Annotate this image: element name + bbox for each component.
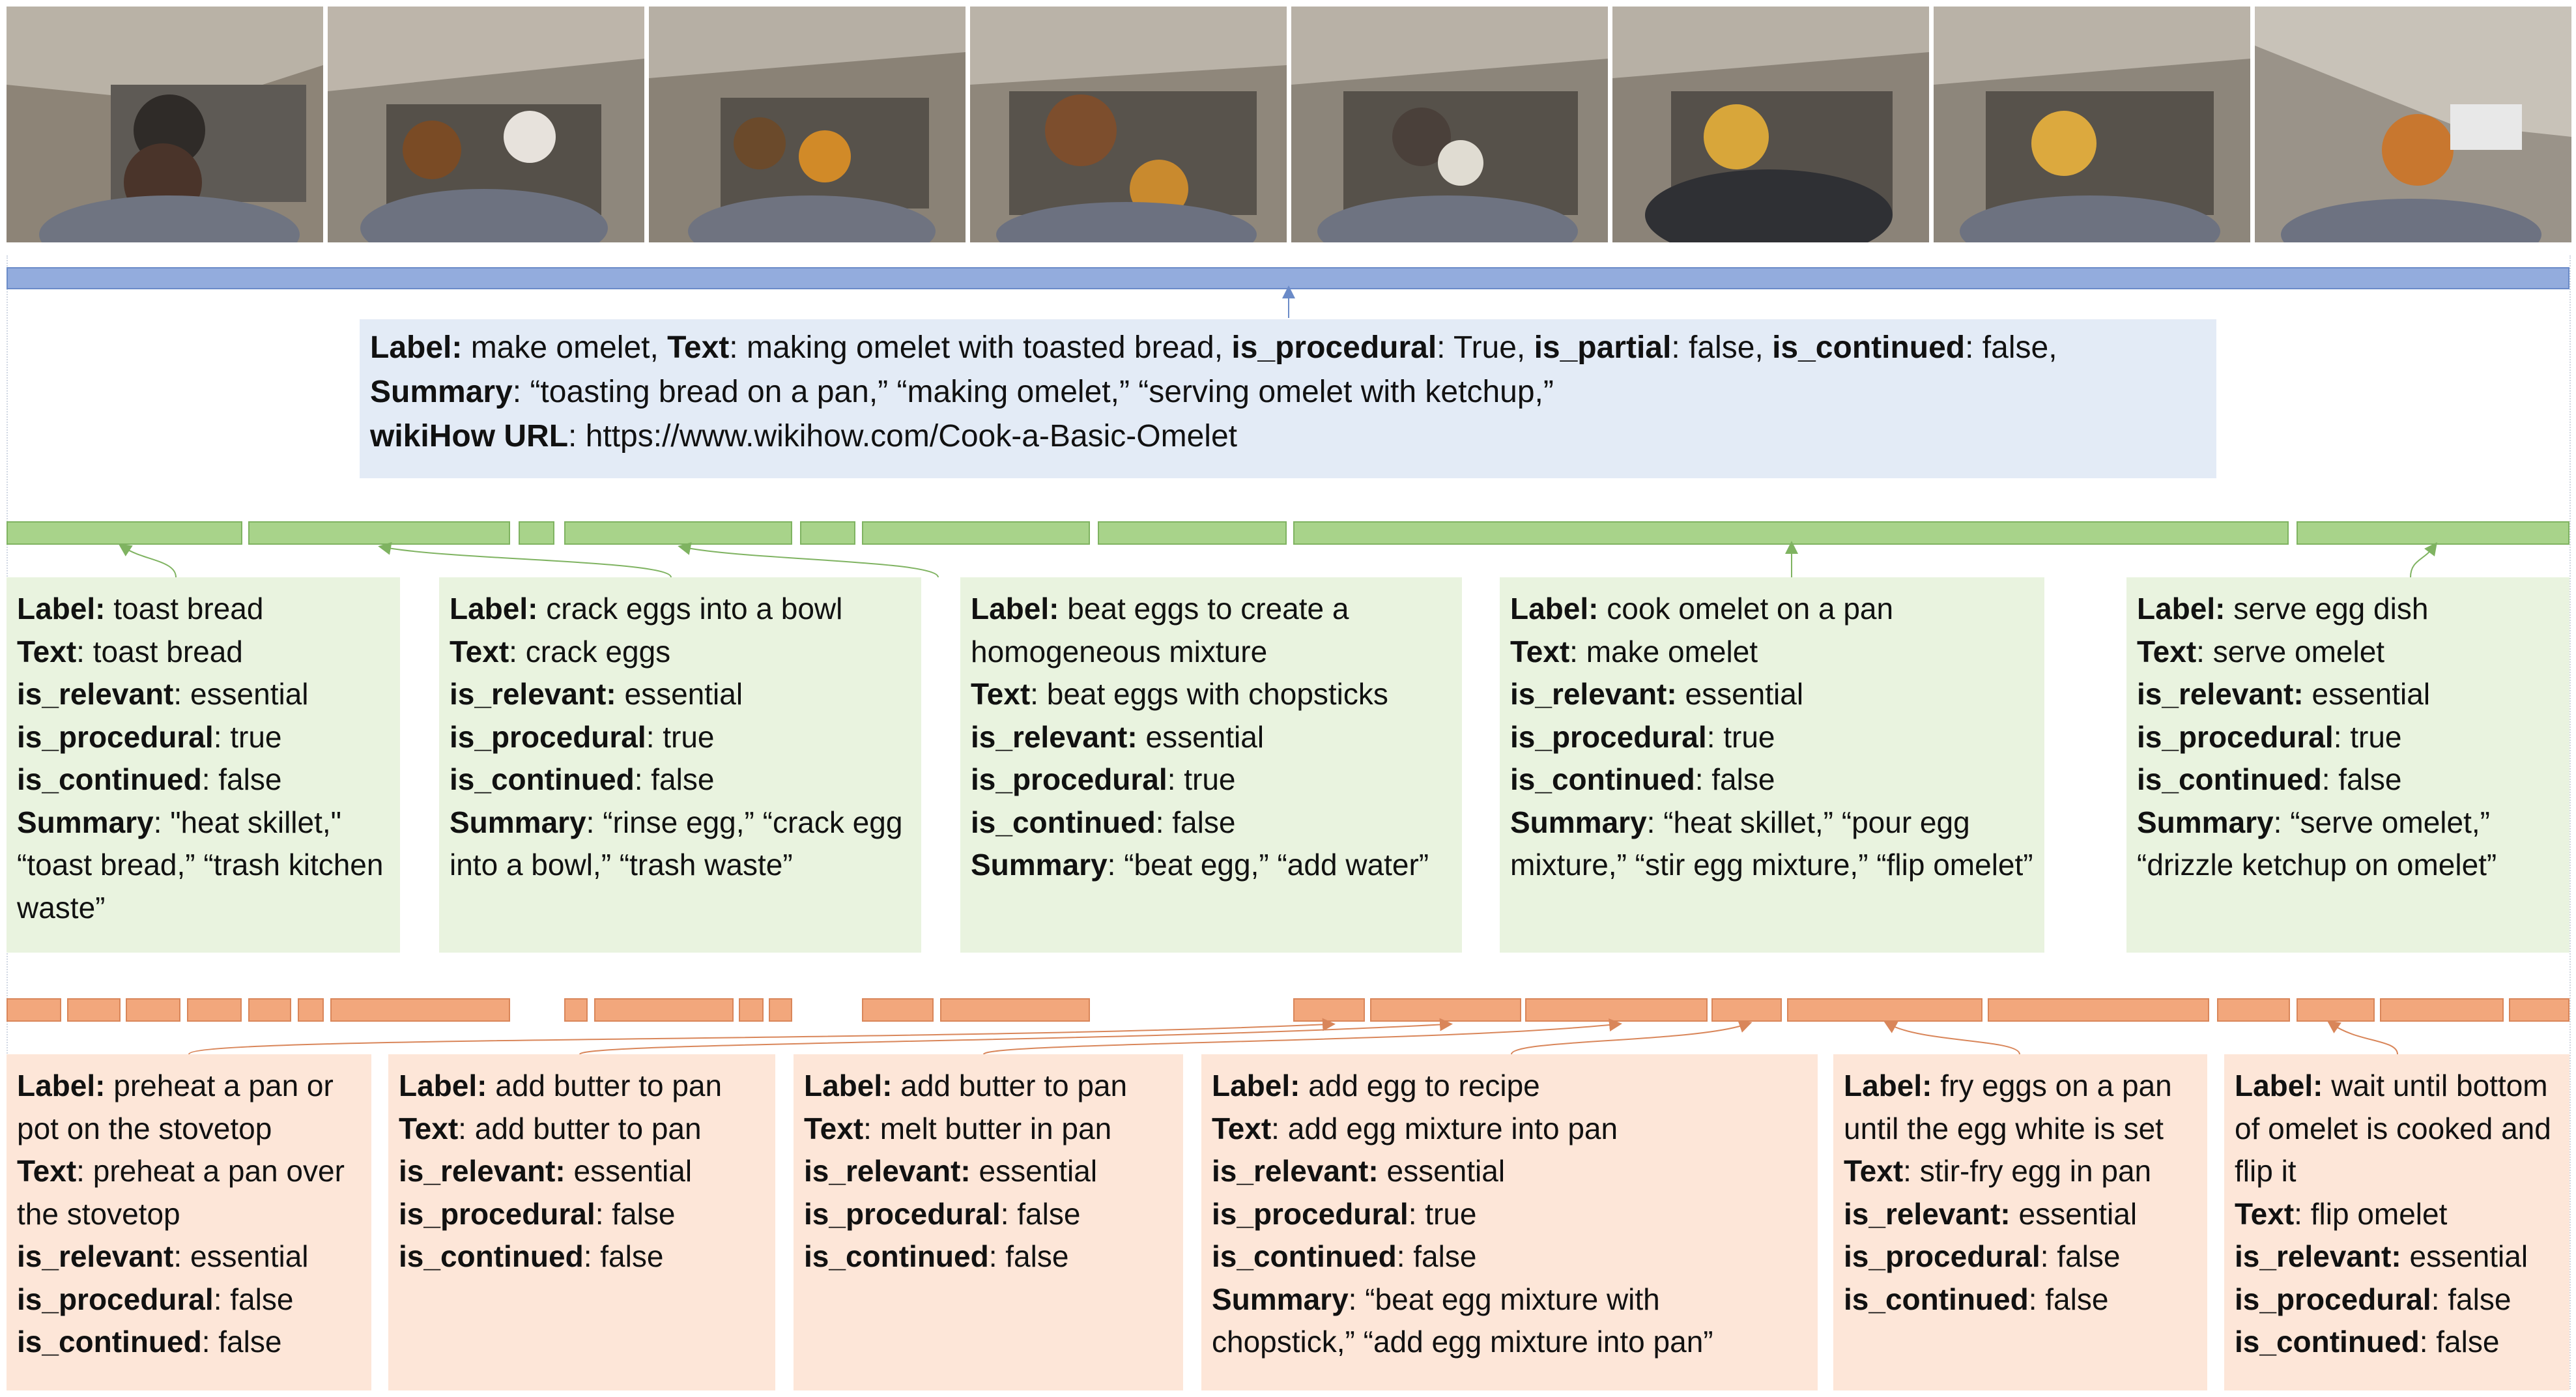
- step-segment-bar: [248, 521, 510, 545]
- top-level-annotation-box: [360, 319, 2216, 478]
- substep-segment-bar: [769, 998, 792, 1022]
- substep-segment-bar: [248, 998, 291, 1022]
- step-segment-bar: [800, 521, 855, 545]
- substep-annotation-box-preheat-pan: Label: preheat a pan or pot on the stovetop Text: preheat a pan over the stovetop is_relevant: essential is_procedural: false is_continued: false: [7, 1054, 371, 1390]
- substep-segment-bar: [126, 998, 180, 1022]
- substep-segment-bar: [2380, 998, 2504, 1022]
- video-frame-1: [7, 7, 323, 242]
- substep-segment-bar: [1988, 998, 2209, 1022]
- substep-annotation-box-add-butter-1: Label: add butter to pan Text: add butter to pan is_relevant: essential is_procedural: false is_continued: false: [388, 1054, 775, 1390]
- step-segment-bar: [862, 521, 1090, 545]
- video-frame-8: [2255, 7, 2571, 242]
- video-frame-2: [328, 7, 644, 242]
- substep-segment-bar: [67, 998, 121, 1022]
- substep-annotation-box-flip-omelet: Label: wait until bottom of omelet is cooked and flip it Text: flip omelet is_relevant: essential is_procedural: false is_continued: false: [2224, 1054, 2569, 1390]
- step-segment-bar: [1293, 521, 2289, 545]
- step-segment-bar: [2297, 521, 2569, 545]
- step-annotation-box-cook-omelet: Label: cook omelet on a pan Text: make omelet is_relevant: essential is_procedural: true is_continued: false Summary: “heat skillet,” “pour egg mixture,” “stir egg mixture,” “flip omelet”: [1500, 577, 2044, 953]
- substep-segment-bar: [1711, 998, 1782, 1022]
- step-segment-bar: [519, 521, 554, 545]
- substep-segment-bar: [330, 998, 510, 1022]
- step-annotation-box-serve-egg: Label: serve egg dish Text: serve omelet is_relevant: essential is_procedural: true is_continued: false Summary: “serve omelet,” “drizzle ketchup on omelet”: [2126, 577, 2569, 953]
- substep-segment-bar: [2297, 998, 2375, 1022]
- substep-segment-bar: [940, 998, 1090, 1022]
- substep-segment-bar: [739, 998, 764, 1022]
- substep-segment-bar: [187, 998, 242, 1022]
- step-segment-bar: [1098, 521, 1287, 545]
- top-annotation-line-2: Summary: “toasting bread on a pan,” “making omelet,” “serving omelet with ketchup,”: [370, 375, 1554, 409]
- video-frame-3: [649, 7, 966, 242]
- step-annotation-box-beat-eggs: Label: beat eggs to create a homogeneous mixture Text: beat eggs with chopsticks is_relevant: essential is_procedural: true is_continued: false Summary: “beat egg,” “add water”: [960, 577, 1462, 953]
- video-frame-6: [1612, 7, 1929, 242]
- video-frame-4: [970, 7, 1287, 242]
- video-frame-5: [1291, 7, 1608, 242]
- step-annotation-box-toast-bread: Label: toast bread Text: toast bread is_relevant: essential is_procedural: true is_continued: false Summary: "heat skillet," “toast bread,” “trash kitchen waste”: [7, 577, 400, 953]
- video-frame-7: [1934, 7, 2250, 242]
- substep-segment-bar: [594, 998, 734, 1022]
- substep-segment-bar: [1787, 998, 1982, 1022]
- substep-segment-bar: [1293, 998, 1365, 1022]
- timeline-guide-right: [2569, 255, 2571, 1389]
- substep-segment-bar: [564, 998, 588, 1022]
- step-segment-bar: [564, 521, 792, 545]
- top-annotation-line-3: wikiHow URL: https://www.wikihow.com/Cook-a-Basic-Omelet: [370, 419, 1237, 454]
- step-segment-bar: [7, 521, 242, 545]
- substep-annotation-box-add-butter-2: Label: add butter to pan Text: melt butter in pan is_relevant: essential is_procedural: false is_continued: false: [794, 1054, 1183, 1390]
- top-annotation-line-1: Label: make omelet, Text: making omelet with toasted bread, is_procedural: True, is_partial: false, is_continued: false,: [370, 330, 2057, 365]
- substep-annotation-box-fry-eggs: Label: fry eggs on a pan until the egg white is set Text: stir-fry egg in pan is_relevant: essential is_procedural: false is_continued: false: [1833, 1054, 2207, 1390]
- substep-segment-bar: [298, 998, 324, 1022]
- top-level-segment-bar: [7, 267, 2569, 289]
- substep-segment-bar: [1370, 998, 1521, 1022]
- step-annotation-box-crack-eggs: Label: crack eggs into a bowl Text: crack eggs is_relevant: essential is_procedural: true is_continued: false Summary: “rinse egg,” “crack egg into a bowl,” “trash waste”: [439, 577, 921, 953]
- substep-segment-bar: [2217, 998, 2290, 1022]
- substep-annotation-box-add-egg: Label: add egg to recipe Text: add egg mixture into pan is_relevant: essential is_procedural: true is_continued: false Summary: “beat egg mixture with chopstick,” “add egg mixture into pan”: [1201, 1054, 1818, 1390]
- substep-segment-bar: [7, 998, 61, 1022]
- substep-segment-bar: [862, 998, 934, 1022]
- substep-segment-bar: [2509, 998, 2569, 1022]
- substep-segment-bar: [1525, 998, 1708, 1022]
